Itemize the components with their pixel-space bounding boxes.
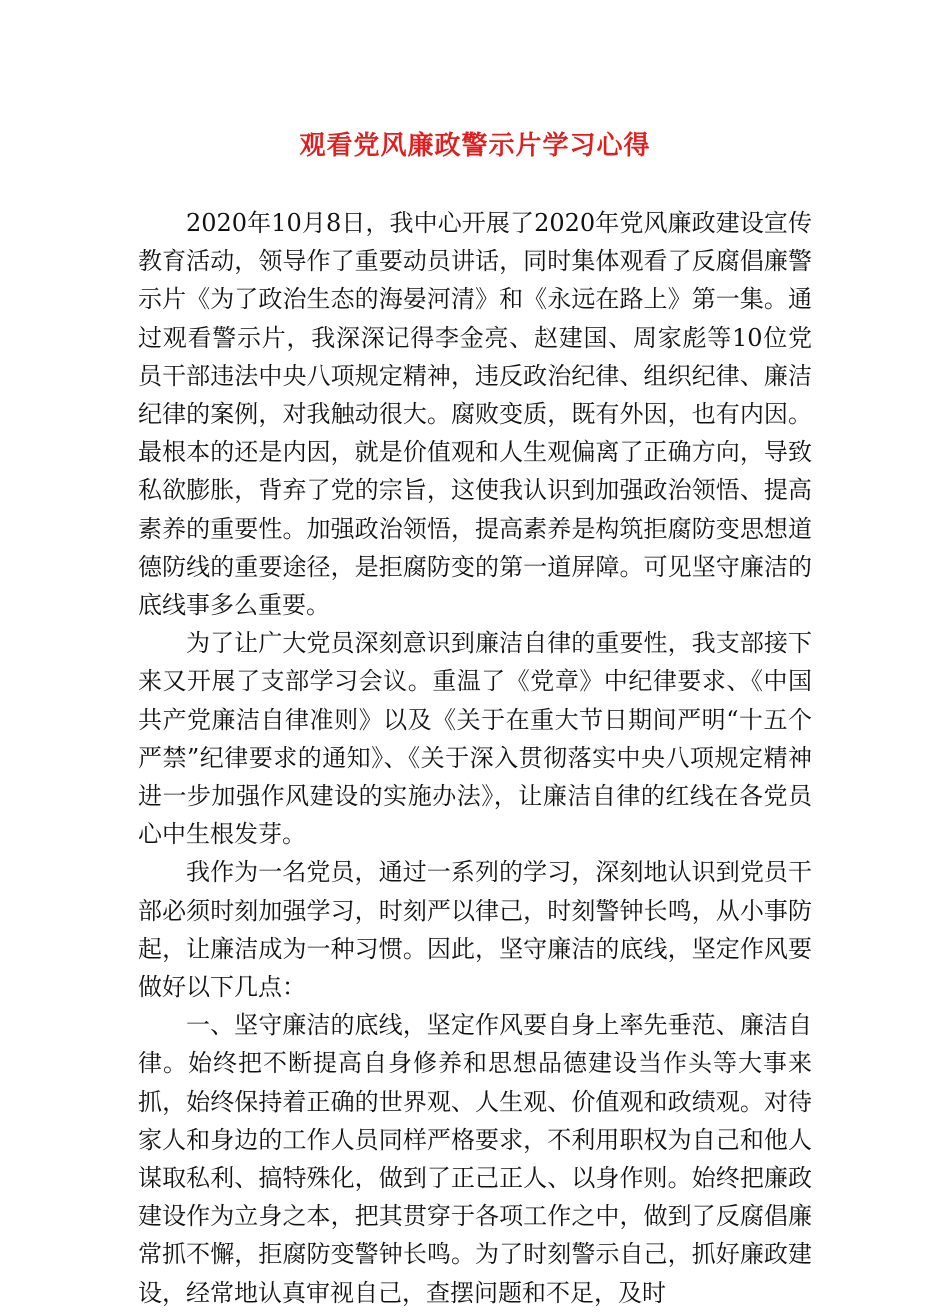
paragraph: 为了让广大党员深刻意识到廉洁自律的重要性，我支部接下来又开展了支部学习会议。重温了《党章》中纪律要求、《中国共产党廉洁自律准则》以及《关于在重大节日期间严明“十五个严禁”纪律要求的通知》、《关于深入贯彻落实中央八项规定精神进一步加强作风建设的实施办法》，让廉洁自律的红线在各党员心中生根发芽。 — [138, 629, 812, 849]
paragraph: 一、坚守廉洁的底线，坚定作风要自身上率先垂范、廉洁自律。始终把不断提高自身修养和思想品德建设当作头等大事来抓，始终保持着正确的世界观、人生观、价值观和政绩观。对待家人和身边的工作人员同样严格要求，不利用职权为自己和他人谋取私利、搞特殊化，做到了正己正人、以身作则。始终把廉政建设作为立身之本，把其贯穿于各项工作之中，做到了反腐倡廉常抓不懈，拒腐防变警钟长鸣。为了时刻警示自己，抓好廉政建设，经常地认真审视自己，查摆问题和不足，及时 — [138, 1011, 812, 1307]
document-body — [138, 204, 812, 1312]
paragraph: 2020年10月8日，我中心开展了2020年党风廉政建设宣传教育活动，领导作了重要动员讲话，同时集体观看了反腐倡廉警示片《为了政治生态的海晏河清》和《永远在路上》第一集。通过观看警示片，我深深记得李金亮、赵建国、周家彪等10位党员干部违法中央八项规定精神，违反政治纪律、组织纪律、廉洁纪律的案例，对我触动很大。腐败变质，既有外因，也有内因。最根本的还是内因，就是价值观和人生观偏离了正确方向，导致私欲膨胀，背弃了党的宗旨，这使我认识到加强政治领悟、提高素养的重要性。加强政治领悟，提高素养是构筑拒腐防变思想道德防线的重要途径，是拒腐防变的第一道屏障。可见坚守廉洁的底线事多么重要。 — [138, 209, 812, 620]
document-title: 观看党风廉政警示片学习心得 — [299, 131, 651, 161]
paragraph: 我作为一名党员，通过一系列的学习，深刻地认识到党员干部必须时刻加强学习，时刻严以律己，时刻警钟长鸣，从小事防起，让廉洁成为一种习惯。因此，坚守廉洁的底线，坚定作风要做好以下几点： — [138, 858, 812, 1002]
